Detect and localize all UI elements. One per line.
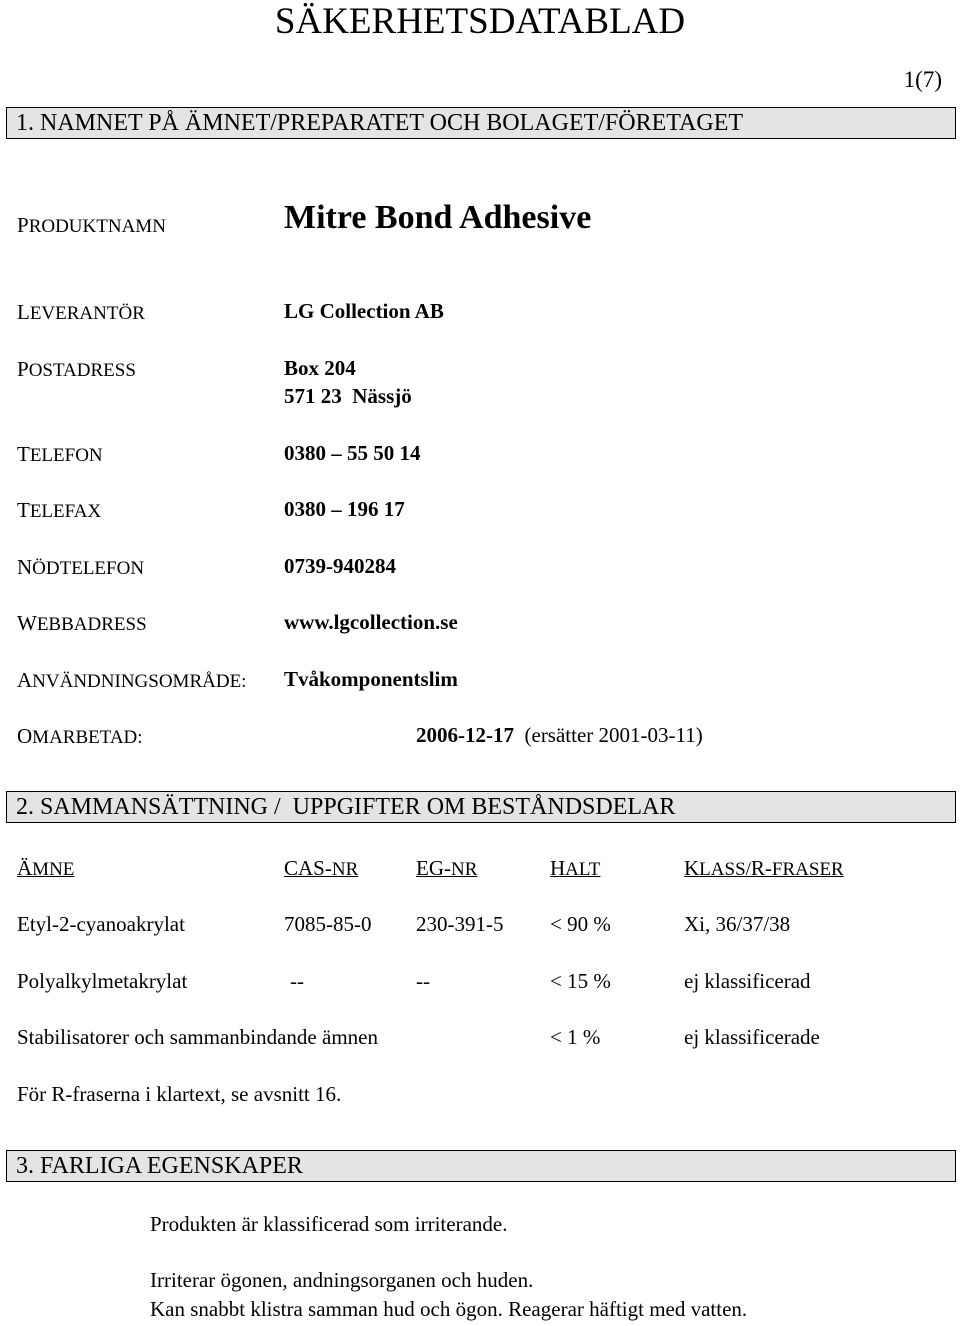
r-phrase-note: För R-fraserna i klartext, se avsnitt 16.: [17, 1082, 342, 1106]
label-cap: W: [17, 611, 37, 635]
label-rest: EVERANTÖR: [29, 303, 145, 324]
supplier-name: LG Collection AB: [284, 299, 444, 323]
table-row-halt: < 1 %: [550, 1025, 601, 1049]
table-row-amne: Polyalkylmetakrylat: [17, 969, 188, 993]
table-row-klass: ej klassificerade: [684, 1025, 820, 1049]
label-cap: T: [17, 498, 30, 522]
table-row-amne: Stabilisatorer och sammanbindande ämnen: [17, 1025, 378, 1049]
usage-area: Tvåkomponentslim: [284, 667, 458, 691]
label-produktnamn: [17, 213, 166, 238]
header-cap: K: [684, 856, 700, 880]
page-number: 1(7): [903, 67, 942, 92]
section-2-heading: 2. SAMMANSÄTTNING / UPPGIFTER OM BESTÅNDSDELAR: [6, 791, 956, 823]
label-telefax: [17, 498, 101, 523]
header-cap: EG-: [416, 856, 451, 880]
label-omarbetad: [17, 724, 143, 749]
header-rest: NR: [331, 859, 359, 880]
table-row-cas: 7085-85-0: [284, 912, 372, 936]
label-cap: P: [17, 213, 29, 237]
label-rest: OSTADRESS: [28, 360, 136, 381]
label-rest: RODUKTNAMN: [28, 216, 166, 237]
label-cap: N: [17, 555, 33, 579]
header-cap: H: [550, 856, 566, 880]
label-leverantor: [17, 300, 145, 325]
header-rest: LASS/: [699, 859, 751, 880]
revision-replaces: (ersätter 2001-03-11): [524, 723, 703, 747]
label-webbadress: [17, 611, 147, 636]
table-row-halt: < 90 %: [550, 912, 611, 936]
website-link[interactable]: www.lgcollection.se: [284, 610, 458, 634]
label-rest: ÖDTELEFON: [32, 558, 145, 579]
label-cap: A: [17, 668, 33, 692]
table-row-eg: 230-391-5: [416, 912, 504, 936]
col-header-amne: [17, 856, 74, 881]
header-rest: FRASER: [771, 859, 844, 880]
header-rest: MNE: [32, 859, 75, 880]
label-rest: ELEFON: [29, 445, 103, 466]
revision-date: 2006-12-17: [416, 723, 514, 747]
product-name: Mitre Bond Adhesive: [284, 199, 592, 236]
col-header-cas: [284, 856, 358, 881]
label-rest: EBBADRESS: [36, 614, 147, 635]
table-row-cas: --: [290, 969, 304, 993]
hazard-classification: Produkten är klassificerad som irriterande.: [150, 1212, 508, 1236]
postal-address-line2: 571 23 Nässjö: [284, 384, 412, 408]
header-cap: Ä: [17, 856, 33, 880]
label-cap: L: [17, 300, 30, 324]
table-row-halt: < 15 %: [550, 969, 611, 993]
postal-address-line1: Box 204: [284, 356, 356, 380]
section-1-heading: 1. NAMNET PÅ ÄMNET/PREPARATET OCH BOLAGET/FÖRETAGET: [6, 107, 956, 139]
table-row-klass: ej klassificerad: [684, 969, 811, 993]
label-telefon: [17, 442, 103, 467]
emergency-phone: 0739-940284: [284, 554, 396, 578]
header-cap: CAS-: [284, 856, 332, 880]
document-title: SÄKERHETSDATABLAD: [274, 1, 686, 42]
table-row-amne: Etyl-2-cyanoakrylat: [17, 912, 185, 936]
label-anvandningsomrade: [17, 668, 246, 693]
label-rest: NVÄNDNINGSOMRÅDE:: [32, 671, 247, 692]
phone-number: 0380 – 55 50 14: [284, 441, 421, 465]
label-rest: ELEFAX: [29, 501, 102, 522]
section-3-heading: 3. FARLIGA EGENSKAPER: [6, 1150, 956, 1182]
hazard-adhesion: Kan snabbt klistra samman hud och ögon. Reagerar häftigt med vatten.: [150, 1297, 748, 1321]
label-postadress: [17, 357, 136, 382]
header-cap: R-: [750, 856, 772, 880]
hazard-irritation: Irriterar ögonen, andningsorganen och huden.: [150, 1268, 534, 1292]
label-nodtelefon: [17, 555, 144, 580]
revision-info: [416, 723, 703, 748]
label-cap: T: [17, 442, 30, 466]
header-rest: ALT: [565, 859, 601, 880]
col-header-eg: [416, 856, 477, 881]
col-header-halt: [550, 856, 600, 881]
table-row-klass: Xi, 36/37/38: [684, 912, 791, 936]
header-rest: NR: [451, 859, 478, 880]
label-rest: MARBETAD:: [32, 727, 143, 748]
label-cap: P: [17, 357, 29, 381]
col-header-klass: [684, 856, 844, 881]
fax-number: 0380 – 196 17: [284, 497, 405, 521]
table-row-eg: --: [416, 969, 430, 993]
label-cap: O: [17, 724, 33, 748]
